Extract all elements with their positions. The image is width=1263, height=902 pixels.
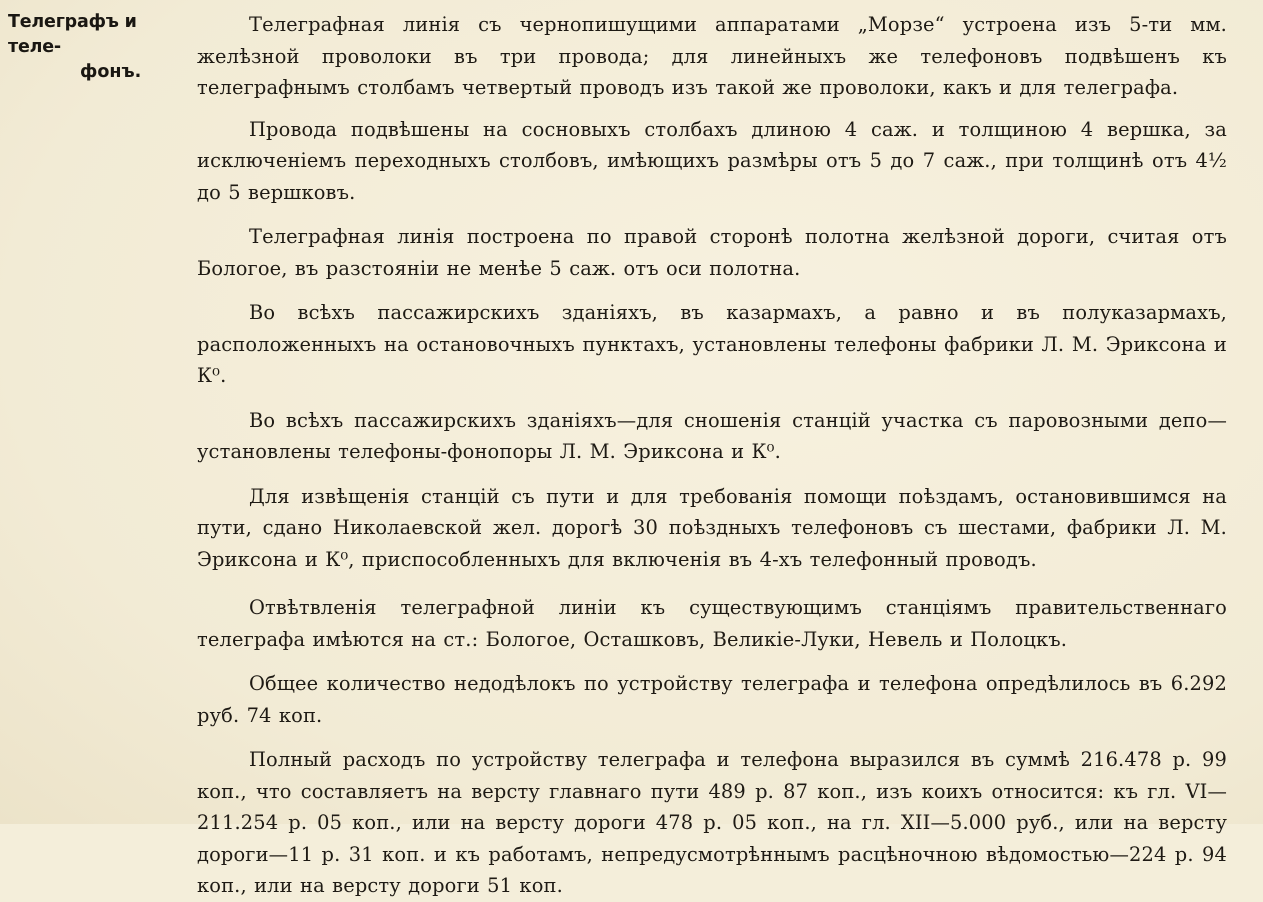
paragraph-9: Полный расходъ по устройству телеграфа и телефона выразился въ суммѣ 216.478 р. 99 коп., что составляетъ на версту главнаго пути 489 р. 87 коп., изъ коихъ относится: къ гл. VI—211.254 р. 05 коп., или на версту дороги 478 р. 05 коп., на гл. XII—5.000 руб., или на версту дороги—11 р. 31 коп. и къ работамъ, непредусмотрѣннымъ расцѣночною вѣдомостью—224 р. 94 коп., или на версту дороги 51 коп. — [197, 748, 1227, 897]
paragraph-5: Во всѣхъ пассажирскихъ зданіяхъ—для сношенія станцій участка съ паровозными депо—установлены телефоны-фонопоры Л. М. Эриксона и К⁰. — [197, 408, 1227, 463]
margin-heading-line-2: фонъ. — [80, 62, 142, 82]
paragraph-3: Телеграфная линія построена по правой сторонѣ полотна желѣзной дороги, считая отъ Бологое, въ разстояніи не менѣе 5 саж. отъ оси полотна. — [197, 225, 1227, 280]
paragraph-2: Провода подвѣшены на сосновыхъ столбахъ длиною 4 саж. и толщиною 4 вершка, за исключеніемъ переходныхъ столбовъ, имѣющихъ размѣры отъ 5 до 7 саж., при толщинѣ отъ 4½ до 5 вершковъ. — [197, 117, 1227, 204]
paragraph-4: Во всѣхъ пассажирскихъ зданіяхъ, въ казармахъ, а равно и въ полуказармахъ, расположенныхъ на остановочныхъ пунктахъ, установлены телефоны фабрики Л. М. Эриксона и К⁰. — [197, 301, 1227, 387]
paragraph-7: Отвѣтвленія телеграфной линіи къ существующимъ станціямъ правительственнаго телеграфа имѣются на ст.: Бологое, Осташковъ, Великіе-Луки, Невель и Полоцкъ. — [197, 596, 1227, 651]
body-text — [197, 9, 1227, 902]
margin-heading-line-1: Телеграфъ и теле- — [8, 12, 137, 57]
paragraph-1: Телеграфная линія съ чернопишущими аппаратами „Морзе“ устроена изъ 5-ти мм. желѣзной проволоки въ три провода; для линейныхъ же телефоновъ подвѣшенъ къ телеграфнымъ столбамъ четвертый проводъ изъ такой же проволоки, какъ и для телеграфа. — [197, 13, 1227, 99]
margin-heading — [8, 10, 193, 85]
paragraph-6: Для извѣщенія станцій съ пути и для требованія помощи поѣздамъ, остановившимся на пути, сдано Николаевской жел. дорогѣ 30 поѣздныхъ телефоновъ съ шестами, фабрики Л. М. Эриксона и К⁰, приспособленныхъ для включенія въ 4-хъ телефонный проводъ. — [197, 484, 1227, 571]
paragraph-8: Общее количество недодѣлокъ по устройству телеграфа и телефона опредѣлилось въ 6.292 руб. 74 коп. — [197, 672, 1227, 727]
